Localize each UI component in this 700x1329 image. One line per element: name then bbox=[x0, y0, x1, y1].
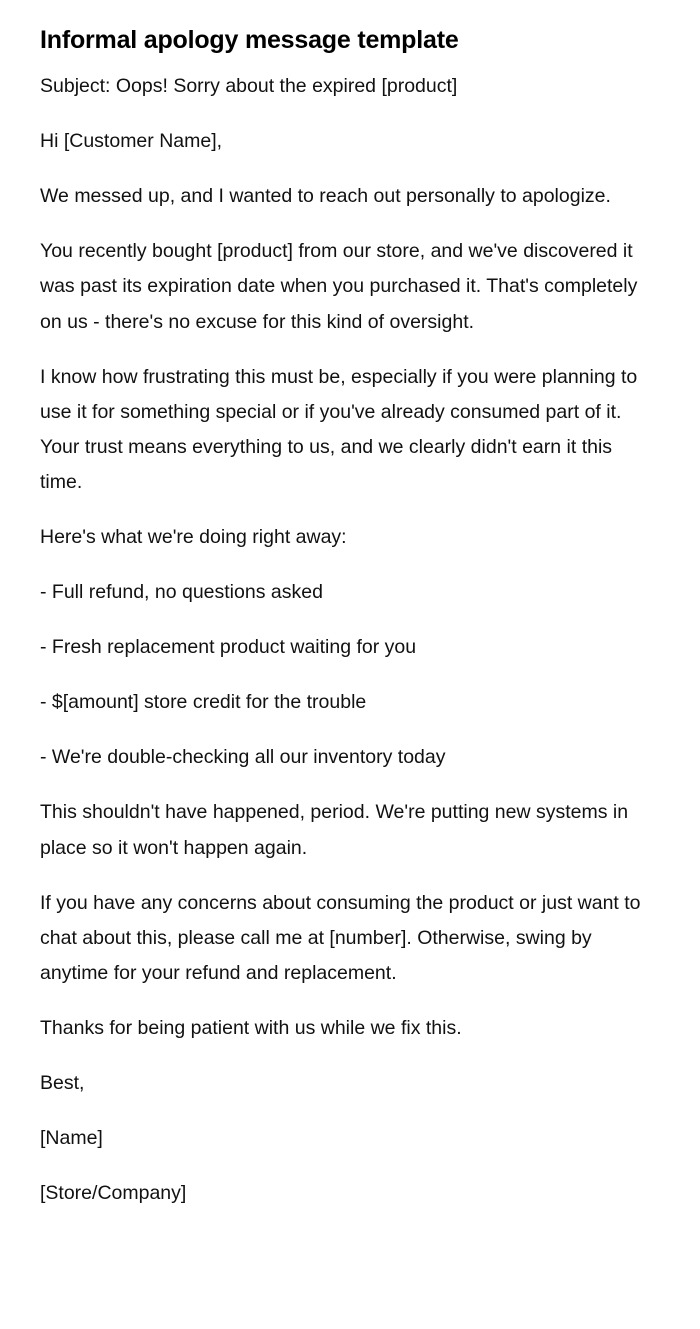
body-paragraph: Here's what we're doing right away: bbox=[40, 526, 347, 549]
signoff: Best, bbox=[40, 1072, 85, 1095]
action-item: - $[amount] store credit for the trouble bbox=[40, 691, 367, 714]
body-paragraph: We messed up, and I wanted to reach out personally to apologize. bbox=[40, 184, 611, 207]
action-item: - We're double-checking all our inventory today bbox=[40, 746, 446, 769]
page-title: Informal apology message template bbox=[40, 26, 459, 54]
closing-paragraph: If you have any concerns about consuming the product or just want to chat about this, please call me at [number]. Otherwise, swing by anytime for your refund and replacement. bbox=[40, 891, 641, 985]
sender-name: [Name] bbox=[40, 1127, 103, 1150]
action-item: - Full refund, no questions asked bbox=[40, 581, 323, 604]
message-template bbox=[40, 22, 650, 1231]
greeting: Hi [Customer Name], bbox=[40, 129, 223, 152]
body-paragraph: I know how frustrating this must be, especially if you were planning to use it for something special or if you've already consumed part of it. Your trust means everything to us, and we clearly didn't earn it this time. bbox=[40, 365, 638, 494]
sender-company: [Store/Company] bbox=[40, 1182, 187, 1205]
action-item: - Fresh replacement product waiting for you bbox=[40, 636, 417, 659]
closing-paragraph: This shouldn't have happened, period. We're putting new systems in place so it won't happen again. bbox=[40, 801, 629, 859]
closing-paragraph: Thanks for being patient with us while we fix this. bbox=[40, 1017, 462, 1040]
subject-line: Subject: Oops! Sorry about the expired [product] bbox=[40, 75, 458, 97]
body-paragraph: You recently bought [product] from our store, and we've discovered it was past its expiration date when you purchased it. That's completely on us - there's no excuse for this kind of oversight. bbox=[40, 239, 638, 333]
